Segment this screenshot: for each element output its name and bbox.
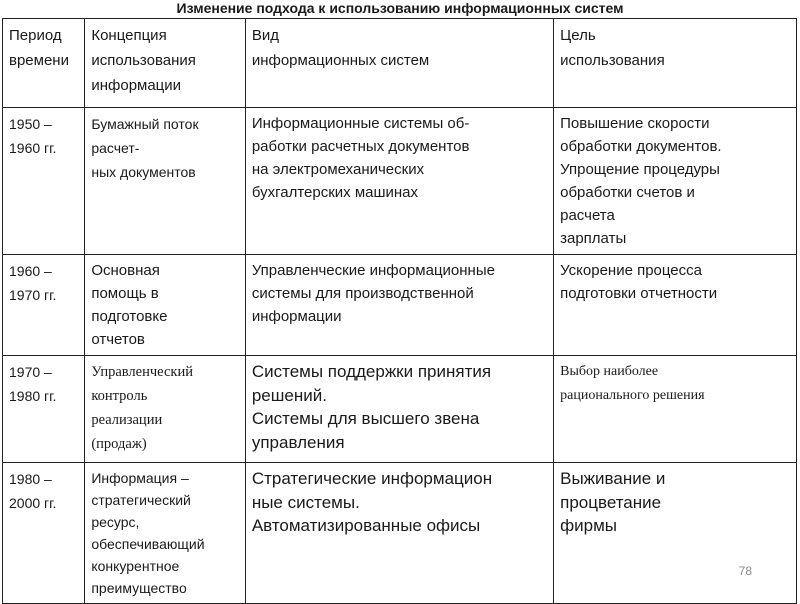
period-cell: [3, 356, 85, 463]
cell-line: 1960 гг.: [9, 140, 57, 156]
cell-line: контроль: [91, 388, 148, 404]
cell-line: отчетов: [91, 331, 145, 348]
goal-cell: [554, 108, 797, 255]
cell-line: обработки документов.: [560, 138, 722, 155]
header-line: Концепция: [91, 27, 167, 44]
header-line: Цель: [560, 27, 596, 44]
concept-cell: [85, 463, 245, 604]
cell-line: Информационные системы об-: [251, 115, 470, 132]
header-concept: [85, 19, 245, 108]
table-row: [3, 255, 797, 356]
cell-line: 1980 –: [9, 471, 52, 487]
concept-cell: [85, 108, 245, 255]
goal-cell: [554, 463, 797, 604]
period-cell: [3, 463, 85, 604]
cell-line: Системы поддержки принятия: [251, 362, 492, 381]
cell-line: Информация –: [91, 470, 189, 486]
concept-cell: [85, 356, 245, 463]
goal-cell: [554, 255, 797, 356]
cell-line: процветание: [560, 492, 662, 512]
cell-line: Основная: [91, 262, 160, 279]
header-period: [3, 19, 85, 108]
goal-cell: [554, 356, 797, 463]
cell-line: обработки счетов и: [560, 184, 695, 201]
cell-line: Управленческие информационные: [251, 262, 495, 279]
kind-cell: [245, 356, 553, 463]
table-row: [3, 356, 797, 463]
cell-line: ресурс,: [91, 514, 140, 530]
cell-line: бухгалтерских машинах: [251, 184, 419, 201]
concept-cell: [85, 255, 245, 356]
header-goal: [554, 19, 797, 108]
cell-line: Системы для высшего звена: [251, 409, 480, 428]
cell-line: Автоматизированные офисы: [251, 516, 481, 535]
cell-line: реализации: [91, 412, 163, 428]
table-header-row: [3, 19, 797, 108]
cell-line: обеспечивающий: [91, 536, 205, 552]
header-line: Период: [9, 27, 62, 44]
table-row: [3, 463, 797, 604]
table-row: [3, 108, 797, 255]
cell-line: 1960 –: [9, 263, 52, 279]
cell-line: Бумажный поток: [91, 116, 199, 132]
header-line: Вид: [251, 27, 279, 44]
cell-line: подготовке: [91, 308, 168, 325]
kind-cell: [245, 255, 553, 356]
cell-line: работки расчетных документов: [251, 138, 470, 155]
cell-line: зарплаты: [560, 230, 627, 247]
cell-line: помощь в: [91, 285, 159, 302]
cell-line: расчет-: [91, 140, 140, 156]
header-line: информационных систем: [251, 52, 430, 69]
page-number: 78: [738, 564, 752, 578]
cell-line: преимущество: [91, 580, 187, 596]
cell-line: информации: [251, 308, 342, 325]
cell-line: конкурентное: [91, 558, 180, 574]
cell-line: Выживание и: [560, 469, 666, 488]
cell-line: стратегический: [91, 492, 191, 508]
period-cell: [3, 108, 85, 255]
cell-line: фирмы: [560, 516, 617, 535]
cell-line: 1980 гг.: [9, 388, 57, 404]
cell-line: системы для производственной: [251, 285, 474, 302]
header-kind: [245, 19, 553, 108]
cell-line: решений.: [251, 385, 327, 405]
cell-line: управления: [251, 432, 345, 452]
cell-line: Ускорение процесса: [560, 262, 702, 279]
slide-title: Изменение подхода к использованию информационных систем: [176, 0, 624, 16]
cell-line: подготовки отчетности: [560, 285, 718, 302]
cell-line: 1970 гг.: [9, 287, 57, 303]
cell-line: ных документов: [91, 164, 196, 180]
header-line: использования: [560, 52, 665, 69]
cell-line: ные системы.: [251, 492, 360, 512]
header-line: информации: [91, 77, 182, 94]
cell-line: на электромеханических: [251, 161, 425, 178]
header-line: использования: [91, 52, 196, 69]
cell-line: рационального решения: [560, 388, 705, 403]
cell-line: 2000 гг.: [9, 495, 57, 511]
kind-cell: [245, 108, 553, 255]
cell-line: Упрощение процедуры: [560, 161, 720, 178]
cell-line: Выбор наиболее: [560, 364, 659, 379]
cell-line: (продаж): [91, 436, 147, 452]
cell-line: Управленческий: [91, 364, 193, 380]
info-systems-table: [2, 18, 797, 604]
cell-line: расчета: [560, 207, 615, 224]
period-cell: [3, 255, 85, 356]
cell-line: 1970 –: [9, 364, 52, 380]
cell-line: 1950 –: [9, 116, 52, 132]
cell-line: Стратегические информацион: [251, 469, 493, 488]
header-line: времени: [9, 52, 69, 69]
kind-cell: [245, 463, 553, 604]
cell-line: Повышение скорости: [560, 115, 710, 132]
